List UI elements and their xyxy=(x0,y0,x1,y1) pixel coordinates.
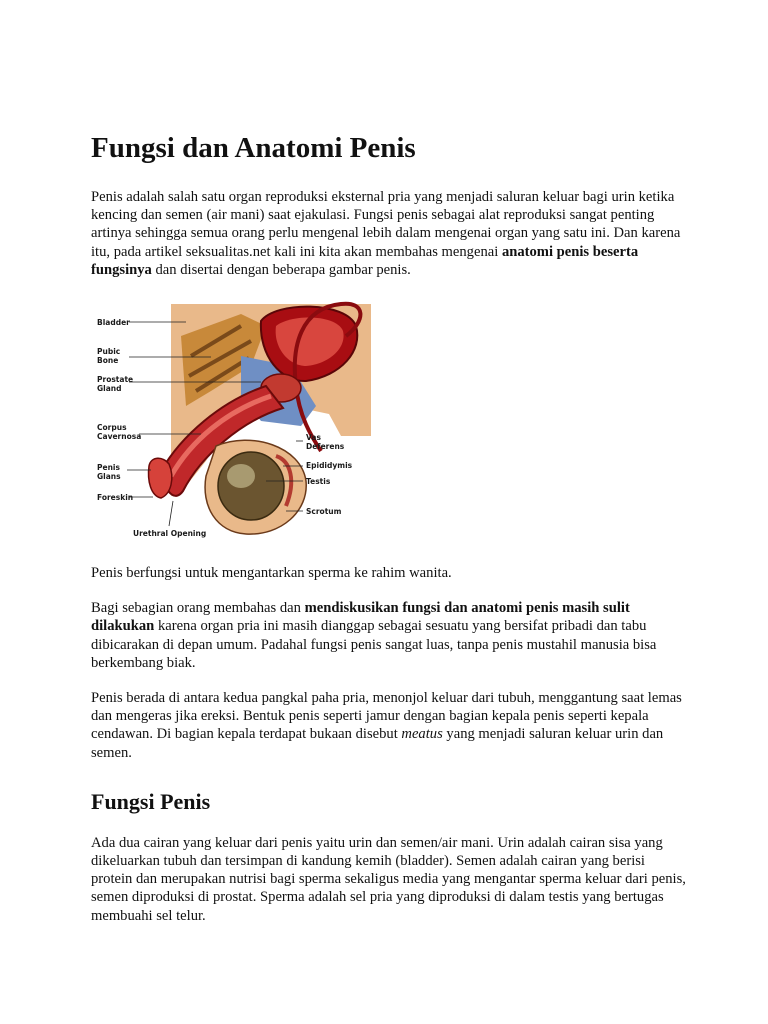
label-penis-1: Penis xyxy=(97,463,120,473)
intro-text-2: dan disertai dengan beberapa gambar penis. xyxy=(151,261,411,278)
location-text-1: Penis berada di antara kedua pangkal paha pria, menonjol keluar dari tubuh, menggantung saat lemas dan mengeras jika ereksi. Bentuk penis seperti jamur dengan bagian kepala penis seperti kepala cendawan. Di bagian kepala terdapat bukaan disebut xyxy=(91,690,682,743)
intro-text-1: Penis adalah salah satu organ reproduksi eksternal pria yang menjadi saluran keluar bagi urin ketika kencing dan semen (air mani) saat ejakulasi. Fungsi penis sebagai alat reproduksi sangat penting artinya sehingga semua orang perlu mengenal lebih dalam mengenai organ yang satu ini. Dan karena itu, pada artikel seksualitas.net kali ini kita akan membahas mengenai xyxy=(91,189,681,260)
glans-shape xyxy=(149,458,172,498)
label-epididymis: Epididymis xyxy=(306,461,353,471)
discussion-bold: mendiskusikan fungsi dan anatomi penis masih sulit dilakukan xyxy=(91,600,630,635)
intro-bold: anatomi penis beserta fungsinya xyxy=(91,243,639,278)
label-corpus-2: Cavernosa xyxy=(97,432,142,442)
label-foreskin: Foreskin xyxy=(97,493,134,503)
discussion-text-1: Bagi sebagian orang membahas dan xyxy=(91,600,305,617)
testis-highlight xyxy=(227,464,255,488)
label-scrotum: Scrotum xyxy=(306,507,342,517)
label-penis-2: Glans xyxy=(97,472,121,482)
label-testis: Testis xyxy=(306,477,331,487)
discussion-paragraph xyxy=(91,599,687,672)
label-corpus-1: Corpus xyxy=(97,423,127,433)
label-vas-1: Vas xyxy=(306,433,321,443)
page-title: Fungsi dan Anatomi Penis xyxy=(91,132,416,164)
anatomy-figure xyxy=(91,296,373,542)
discussion-text-2: karena organ pria ini masih dianggap sebagai sesuatu yang bersifat pribadi dan tabu dibicarakan di depan umum. Padahal fungsi penis sangat luas, tanpa penis mustahil manusia bisa berkembang biak. xyxy=(91,618,657,671)
section-title-fungsi-penis: Fungsi Penis xyxy=(91,788,211,814)
label-prostate-1: Prostate xyxy=(97,375,134,385)
label-pubic-1: Pubic xyxy=(97,347,121,357)
anatomy-illustration xyxy=(91,296,373,542)
label-urethral-opening: Urethral Opening xyxy=(133,529,207,539)
testis-shape xyxy=(218,452,284,520)
function-paragraph: Penis berfungsi untuk mengantarkan sperma ke rahim wanita. xyxy=(91,565,452,582)
location-italic: meatus xyxy=(401,726,443,743)
label-pubic-2: Bone xyxy=(97,356,119,366)
label-prostate-2: Gland xyxy=(97,384,122,394)
fluids-paragraph: Ada dua cairan yang keluar dari penis yaitu urin dan semen/air mani. Urin adalah cairan sisa yang dikeluarkan tubuh dan tersimpan di kandung kemih (bladder). Semen adalah cairan yang berisi protein dan merupakan nutrisi bagi sperma sekaligus media yang mengantar sperma keluar dari penis, semen diproduksi di prostat. Sperma adalah sel pria yang diproduksi di dalam testis yang bertugas membuahi sel telur. xyxy=(91,834,686,924)
article-body xyxy=(91,130,687,942)
intro-paragraph xyxy=(91,188,687,279)
location-paragraph xyxy=(91,689,687,762)
location-text-2: yang menjadi saluran keluar urin dan semen. xyxy=(91,726,664,761)
label-vas-2: Deferens xyxy=(306,442,345,452)
label-bladder: Bladder xyxy=(97,318,130,328)
